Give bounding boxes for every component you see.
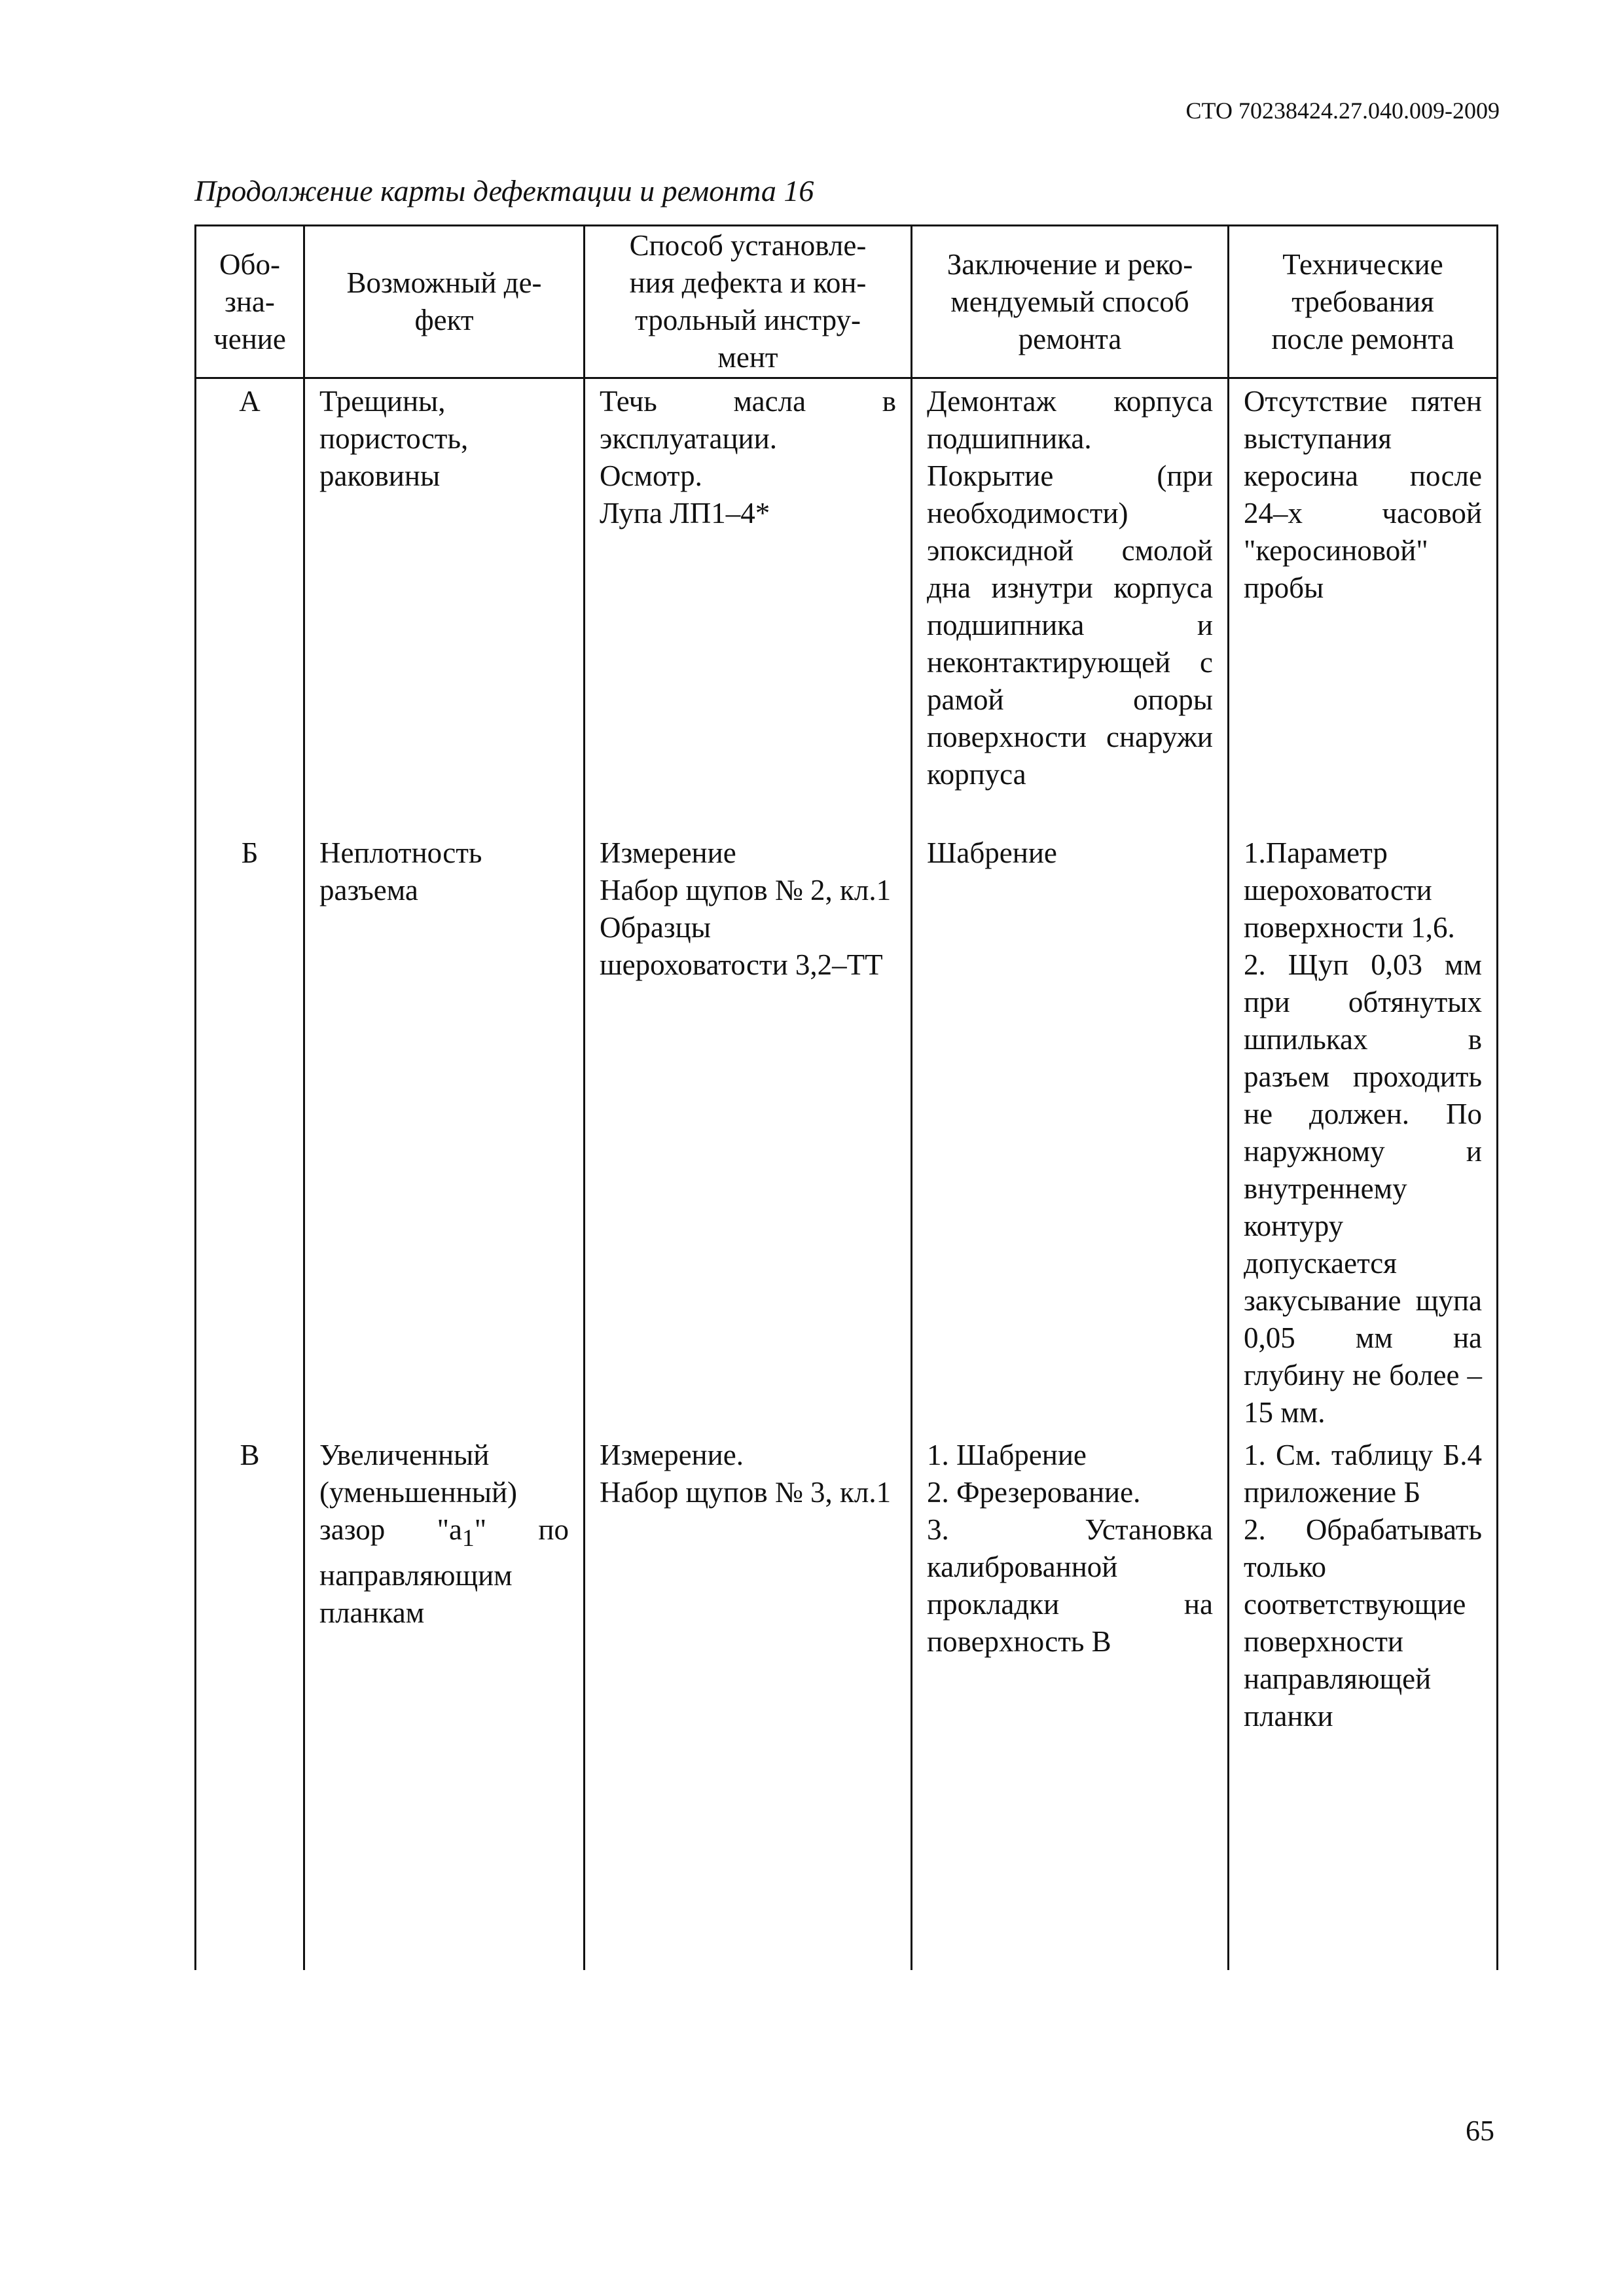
method-line: Набор щупов № 2, кл.1 <box>600 874 892 906</box>
conclusion-line: 2. Фрезерование. <box>927 1476 1141 1509</box>
method-line: Измерение <box>600 836 736 869</box>
cell-code: В <box>196 1437 304 1970</box>
defect-text: Увеличенный (уменьшенный) зазор "a <box>319 1439 518 1546</box>
method-line: Образцы шероховатости 3,2–ТТ <box>600 911 883 981</box>
requirement-line: 1.Параметр шероховатости поверхности 1,6. <box>1244 836 1455 944</box>
method-line: Измерение. <box>600 1439 744 1471</box>
table-caption: Продолжение карты дефектации и ремонта 16 <box>194 174 814 207</box>
cell-code: Б <box>196 834 304 1437</box>
cell-requirements <box>1229 834 1498 1437</box>
table-row <box>196 1437 1498 1970</box>
requirement-line: 2. Щуп 0,03 мм при обтянутых шпильках в разъем проходить не должен. По наружному и внутреннему контуру допускается закусывание щупа 0,05 мм на глубину не более – 15 мм. <box>1244 948 1482 1429</box>
table-row <box>196 378 1498 835</box>
cell-defect: Неплотность разъема <box>304 834 585 1437</box>
cell-method <box>585 834 912 1437</box>
cell-code: А <box>196 378 304 835</box>
column-header-conclusion: Заключение и реко- мендуемый способ ремонта <box>912 226 1229 378</box>
defect-text: " по направляющим планкам <box>319 1513 569 1629</box>
method-line: Лупа ЛП1–4* <box>600 497 770 529</box>
conclusion-line: 3. Установка калиброванной прокладки на поверхность В <box>927 1513 1213 1658</box>
cell-conclusion <box>912 834 1229 1437</box>
column-header-requirements: Технические требования после ремонта <box>1229 226 1498 378</box>
method-line: Осмотр. <box>600 459 702 492</box>
requirement-line: Отсутствие пятен выступания керосина после 24–х часовой "керосиновой" пробы <box>1244 385 1482 604</box>
column-header-method: Способ установле- ния дефекта и кон- трольный инстру- мент <box>585 226 912 378</box>
method-line: Течь масла в эксплуатации. <box>600 385 896 455</box>
cell-requirements <box>1229 1437 1498 1970</box>
document-code: СТО 70238424.27.040.009-2009 <box>1185 98 1500 124</box>
requirement-line: 1. См. таблицу Б.4 приложение Б <box>1244 1439 1482 1509</box>
conclusion-line: Демонтаж корпуса подшипника. <box>927 385 1213 455</box>
cell-defect: Трещины, пористость, раковины <box>304 378 585 835</box>
defect-repair-table <box>194 224 1498 1970</box>
cell-requirements <box>1229 378 1498 835</box>
table-row <box>196 834 1498 1437</box>
conclusion-line: 1. Шабрение <box>927 1439 1087 1471</box>
cell-method <box>585 378 912 835</box>
conclusion-line: Шабрение <box>927 836 1057 869</box>
cell-conclusion <box>912 378 1229 835</box>
conclusion-line: Покрытие (при необходимости) эпоксидной смолой дна изнутри корпуса подшипника и неконтактирующей с рамой опоры поверхности снаружи корпуса <box>927 459 1213 791</box>
column-header-defect: Возможный де- фект <box>304 226 585 378</box>
cell-method <box>585 1437 912 1970</box>
page-number: 65 <box>1466 2115 1494 2147</box>
column-header-code: Обо- зна- чение <box>196 226 304 378</box>
subscript-index: 1 <box>461 1525 475 1552</box>
table-header-row <box>196 226 1498 378</box>
method-line: Набор щупов № 3, кл.1 <box>600 1476 892 1509</box>
cell-conclusion <box>912 1437 1229 1970</box>
cell-defect <box>304 1437 585 1970</box>
requirement-line: 2. Обрабатывать только соответствующие поверхности направляющей планки <box>1244 1513 1482 1732</box>
